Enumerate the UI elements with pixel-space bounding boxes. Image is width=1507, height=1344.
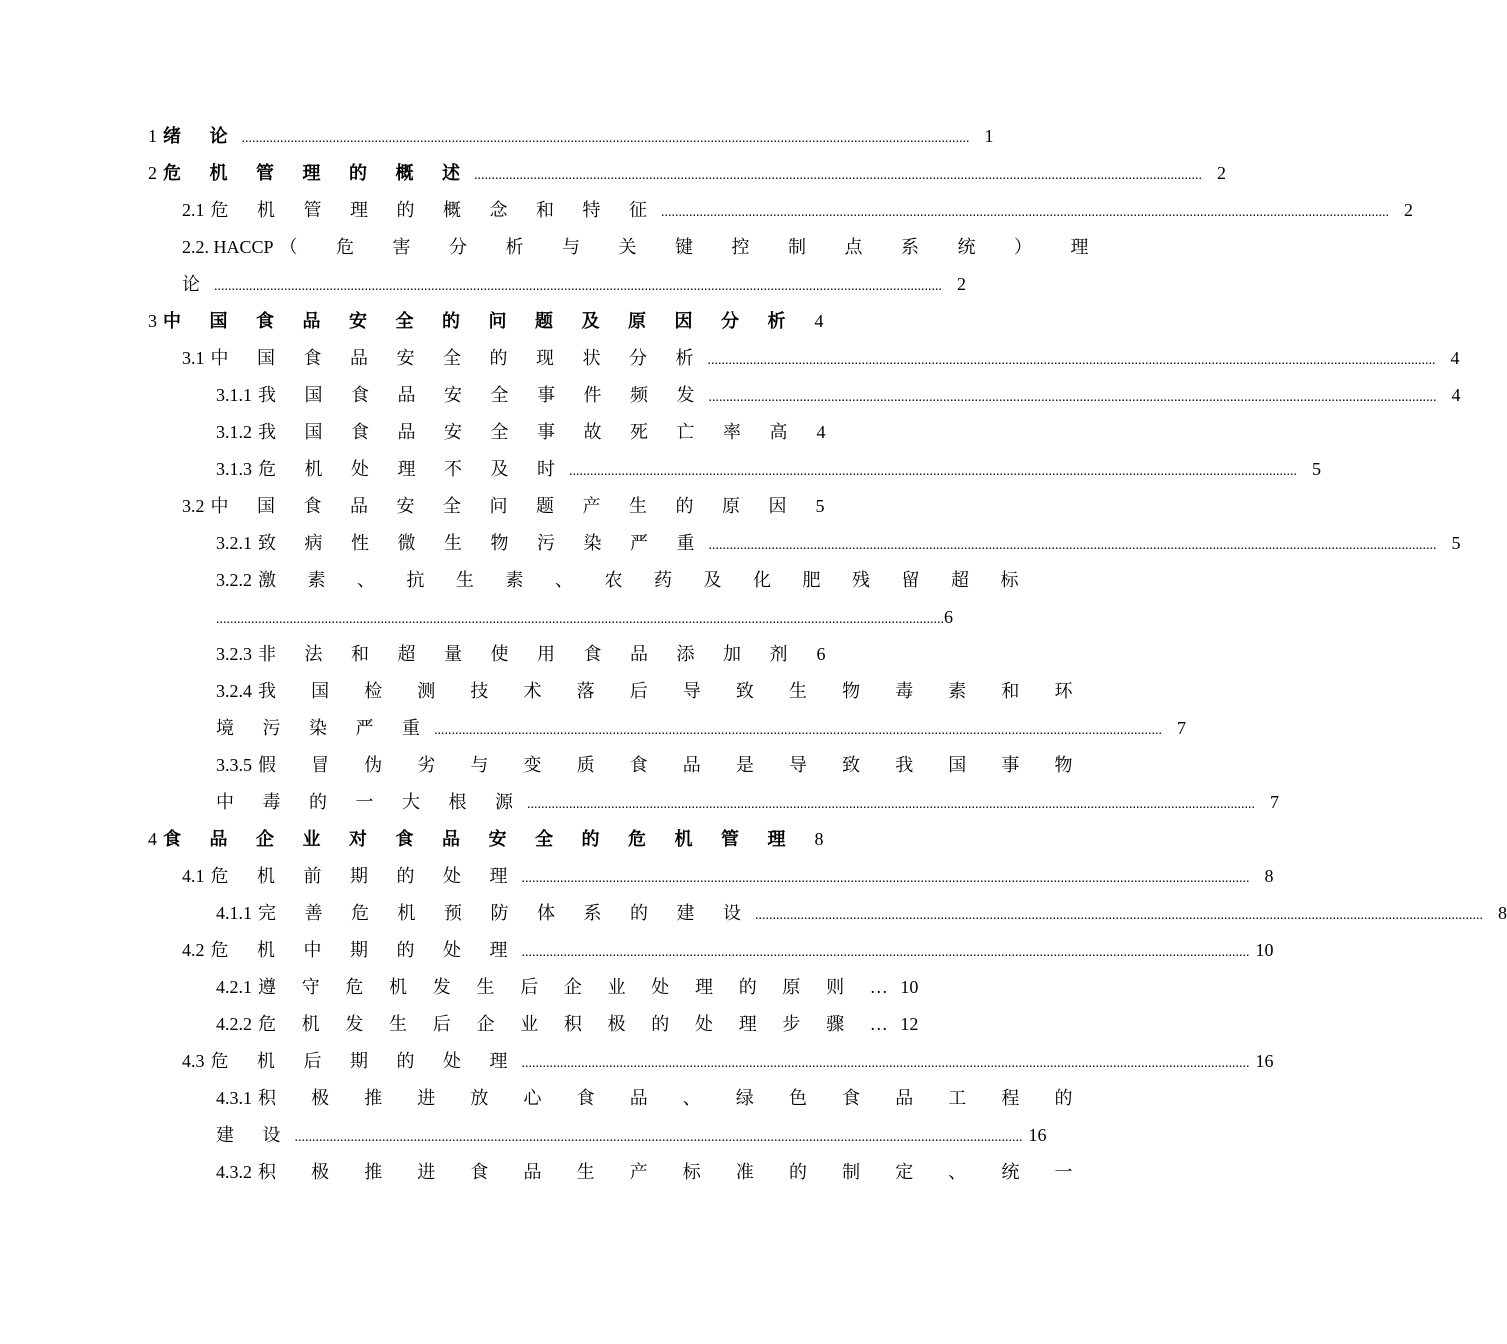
- toc-page: 12: [900, 1014, 919, 1034]
- toc-page: 4: [816, 422, 826, 442]
- toc-page: 4: [1451, 385, 1461, 405]
- toc-entry[interactable]: [216, 562, 1032, 599]
- toc-title: 积 极 推 进 食 品 生 产 标 准 的 制 定 、 统 一: [258, 1162, 1088, 1182]
- toc-title: 我 国 食 品 安 全 事 故 死 亡 率 高: [258, 422, 800, 442]
- toc-title: （ 危 害 分 析 与 关 键 控 制 点 系 统 ） 理: [279, 237, 1106, 257]
- toc-entry-continued[interactable]: [216, 784, 1279, 821]
- toc-title: 我 国 食 品 安 全 事 件 频 发: [258, 385, 707, 405]
- toc-leader: [755, 897, 1483, 934]
- toc-title: 遵 守 危 机 发 生 后 企 业 处 理 的 原 则 …: [258, 977, 899, 997]
- toc-page: 7: [1270, 792, 1279, 812]
- toc-page: 4: [1450, 348, 1460, 368]
- toc-entry[interactable]: [216, 451, 1321, 488]
- toc-entry[interactable]: [182, 932, 1274, 969]
- toc-title: 危 机 发 生 后 企 业 积 极 的 处 理 步 骤 …: [258, 1014, 899, 1034]
- toc-entry-continued[interactable]: [216, 599, 953, 636]
- toc-title: 危 机 管 理 的 概 念 和 特 征: [210, 200, 659, 220]
- toc-title: 境 污 染 严 重: [216, 718, 432, 738]
- toc-page: 6: [816, 644, 826, 664]
- toc-number: 4.3: [182, 1051, 205, 1071]
- toc-entry-continued[interactable]: [216, 710, 1186, 747]
- toc-title: 完 善 危 机 预 防 体 系 的 建 设: [258, 903, 753, 923]
- toc-leader: [569, 453, 1297, 490]
- toc-leader: [474, 157, 1202, 194]
- toc-title: 我 国 检 测 技 术 落 后 导 致 生 物 毒 素 和 环: [258, 681, 1088, 701]
- toc-number: 4.1.1: [216, 903, 252, 923]
- toc-entry[interactable]: [182, 858, 1274, 895]
- toc-entry[interactable]: [216, 1006, 919, 1043]
- toc-number: 2.2. HACCP: [182, 237, 274, 257]
- toc-title: 假 冒 伪 劣 与 变 质 食 品 是 导 致 我 国 事 物: [258, 755, 1088, 775]
- toc-title: 中 毒 的 一 大 根 源: [216, 792, 525, 812]
- toc-number: 3.1.3: [216, 459, 252, 479]
- toc-leader: [708, 342, 1436, 379]
- toc-page: 16: [1255, 1051, 1274, 1071]
- toc-entry[interactable]: [182, 1043, 1274, 1080]
- toc-title: 危 机 后 期 的 处 理: [210, 1051, 520, 1071]
- toc-page: 4: [814, 311, 824, 331]
- toc-title: 危 机 处 理 不 及 时: [258, 459, 567, 479]
- toc-title: 危 机 前 期 的 处 理: [210, 866, 520, 886]
- toc-title: 绪 论: [163, 126, 240, 146]
- toc-number: 4.3.1: [216, 1088, 252, 1108]
- toc-number: 4: [148, 829, 157, 849]
- toc-page: 6: [944, 607, 953, 627]
- toc-number: 4.1: [182, 866, 205, 886]
- toc-entry[interactable]: [182, 488, 825, 525]
- toc-page: 8: [814, 829, 824, 849]
- toc-number: 3.1.1: [216, 385, 252, 405]
- toc-page: 5: [1312, 459, 1321, 479]
- toc-page: 10: [900, 977, 919, 997]
- toc-title: 非 法 和 超 量 使 用 食 品 添 加 剂: [258, 644, 800, 664]
- toc-leader: [661, 194, 1389, 231]
- toc-number: 2: [148, 163, 157, 183]
- toc-leader: [295, 1119, 1023, 1156]
- toc-title: 危 机 管 理 的 概 述: [163, 163, 472, 183]
- toc-entry[interactable]: [216, 1154, 1088, 1191]
- toc-number: 3.2.1: [216, 533, 252, 553]
- toc-page: 2: [1217, 163, 1226, 183]
- toc-leader: [242, 120, 970, 157]
- toc-entry[interactable]: [148, 303, 824, 340]
- toc-title: 中 国 食 品 安 全 的 问 题 及 原 因 分 析: [163, 311, 798, 331]
- toc-entry[interactable]: [216, 1080, 1088, 1117]
- toc-number: 3.2: [182, 496, 205, 516]
- toc-leader: [522, 934, 1250, 971]
- toc-entry-continued[interactable]: [182, 266, 966, 303]
- toc-page: 2: [1404, 200, 1413, 220]
- toc-entry-continued[interactable]: [216, 1117, 1047, 1154]
- toc-entry[interactable]: [148, 118, 994, 155]
- toc-page: 10: [1255, 940, 1274, 960]
- toc-leader: [434, 712, 1162, 749]
- toc-number: 3.1.2: [216, 422, 252, 442]
- toc-entry[interactable]: [216, 747, 1088, 784]
- toc-page: 5: [815, 496, 825, 516]
- toc-entry[interactable]: [148, 821, 824, 858]
- toc-title: 积 极 推 进 放 心 食 品 、 绿 色 食 品 工 程 的: [258, 1088, 1088, 1108]
- toc-page: 1: [984, 126, 994, 146]
- toc-number: 2.1: [182, 200, 205, 220]
- toc-leader: [216, 601, 944, 638]
- toc-entry[interactable]: [148, 155, 1226, 192]
- toc-leader: [214, 268, 942, 305]
- toc-page: 8: [1498, 903, 1507, 923]
- toc-page: 16: [1028, 1125, 1047, 1145]
- toc-title: 中 国 食 品 安 全 的 现 状 分 析: [210, 348, 706, 368]
- toc-title: 论: [182, 274, 212, 294]
- toc-title: 中 国 食 品 安 全 问 题 产 生 的 原 因: [210, 496, 799, 516]
- toc-number: 3.3.5: [216, 755, 252, 775]
- toc-entry[interactable]: [216, 525, 1461, 562]
- toc-entry[interactable]: [182, 340, 1460, 377]
- toc-page: 7: [1177, 718, 1186, 738]
- toc-number: 3.2.2: [216, 570, 252, 590]
- toc-entry[interactable]: [216, 673, 1088, 710]
- toc-title: 食 品 企 业 对 食 品 安 全 的 危 机 管 理: [163, 829, 798, 849]
- toc-number: 4.2: [182, 940, 205, 960]
- toc-number: 1: [148, 126, 157, 146]
- toc-title: 建 设: [216, 1125, 293, 1145]
- toc-leader: [709, 379, 1437, 416]
- toc-leader: [522, 860, 1250, 897]
- toc-page: 5: [1451, 533, 1461, 553]
- toc-leader: [527, 786, 1255, 823]
- toc-entry[interactable]: [216, 969, 919, 1006]
- toc-page: 8: [1264, 866, 1274, 886]
- toc-entry[interactable]: [182, 192, 1413, 229]
- toc-entry[interactable]: [216, 636, 826, 673]
- toc-number: 3: [148, 311, 157, 331]
- toc-number: 4.3.2: [216, 1162, 252, 1182]
- toc-number: 3.2.3: [216, 644, 252, 664]
- toc-entry[interactable]: [216, 414, 826, 451]
- toc-title: 危 机 中 期 的 处 理: [210, 940, 520, 960]
- toc-title: 激 素 、 抗 生 素 、 农 药 及 化 肥 残 留 超 标: [258, 570, 1032, 590]
- toc-entry[interactable]: [182, 229, 1106, 266]
- toc-number: 3.1: [182, 348, 205, 368]
- toc-leader: [709, 527, 1437, 564]
- toc-title: 致 病 性 微 生 物 污 染 严 重: [258, 533, 707, 553]
- toc-leader: [522, 1045, 1250, 1082]
- toc-number: 4.2.2: [216, 1014, 252, 1034]
- toc-page: 2: [957, 274, 966, 294]
- toc-number: 4.2.1: [216, 977, 252, 997]
- toc-entry[interactable]: [216, 895, 1507, 932]
- toc-number: 3.2.4: [216, 681, 252, 701]
- toc-entry[interactable]: [216, 377, 1461, 414]
